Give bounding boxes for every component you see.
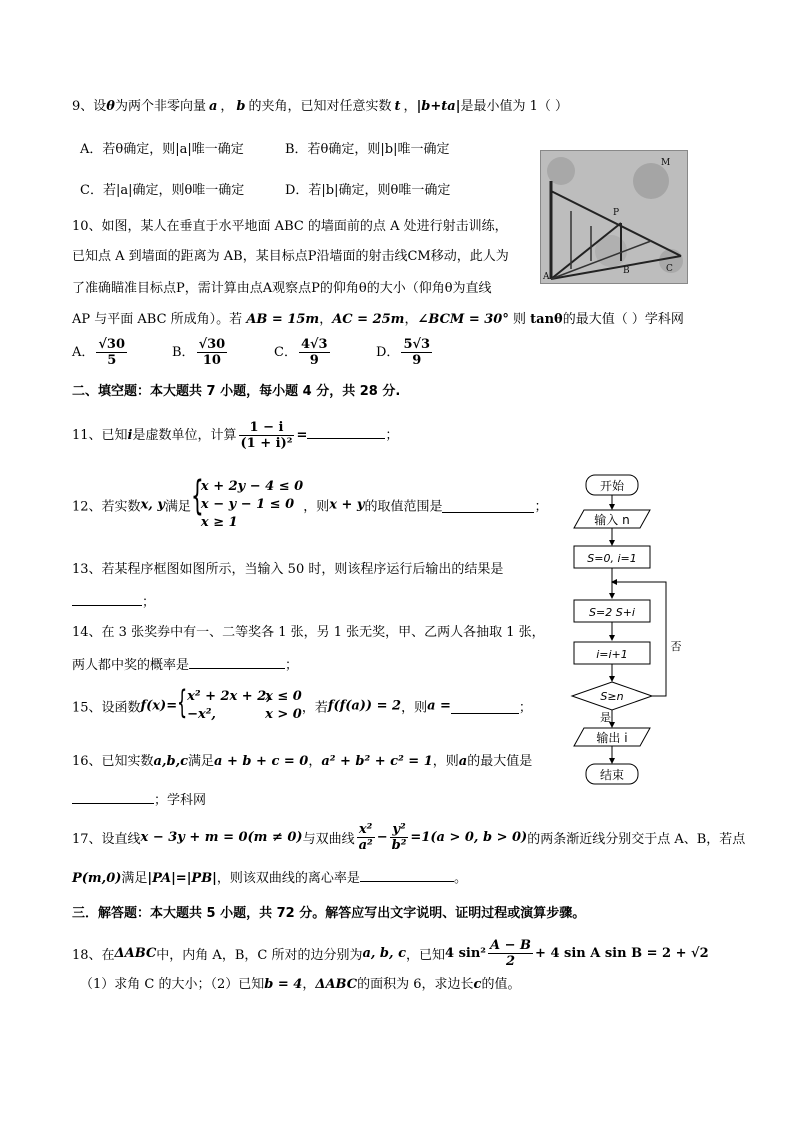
q9-expression: |b+ta| — [416, 99, 461, 114]
piece-2 — [187, 706, 302, 724]
sides-abc: a, b, c — [362, 946, 406, 961]
q16-text: 的最大值是 — [467, 754, 533, 769]
option-label: A． — [72, 345, 95, 360]
flow-input-label: 输入 n — [594, 513, 630, 527]
q9-stem: 9、设θ为两个非零向量 a ， b 的夹角，已知对任意实数 t ，|b+ta|是最小值为 1（ ） — [72, 99, 568, 114]
q10-option-c — [274, 337, 376, 368]
frac-den: 5 — [107, 353, 117, 368]
vector-a: a — [208, 99, 218, 114]
q15-text: ，若 — [301, 700, 328, 716]
figure-label-b: B — [623, 266, 630, 276]
q10-text: 的最大值（ ）学科网 — [562, 312, 684, 327]
q16-line1 — [72, 753, 532, 771]
q13-text: ； — [142, 595, 156, 610]
q10-option-a — [72, 337, 172, 368]
q13-line1: 13、若某程序框图如图所示，当输入 50 时，则该程序运行后输出的结果是 — [72, 562, 504, 577]
section-2-heading: 二、填空题：本大题共 7 小题，每小题 4 分，共 28 分. — [72, 384, 401, 399]
q18-eq-part2: + 4 sin A sin B = 2 + √2 — [535, 946, 709, 961]
frac-num: 5√3 — [403, 337, 431, 352]
q10-text: AP 与平面 ABC 所成角）。若 — [72, 312, 243, 327]
q12-answer-blank[interactable] — [442, 498, 534, 513]
q18-text: 18、在 — [72, 948, 115, 963]
flow-output-label: 输出 i — [596, 731, 628, 745]
q18-b-value: b = 4 — [264, 977, 303, 992]
var-i: i — [127, 428, 133, 443]
q10-ac: AC = 25m — [332, 312, 405, 327]
option-label: B． — [172, 345, 195, 360]
q18-text: 的值。 — [481, 977, 521, 992]
q18-line1 — [72, 938, 709, 969]
frac-num: √30 — [98, 337, 126, 352]
q9-option-a: A．若θ确定，则|a|唯一确定 — [80, 142, 244, 157]
q16-text: ；学科网 — [154, 793, 207, 808]
q13-flowchart — [560, 470, 710, 790]
q10-figure-image — [540, 150, 688, 284]
var-c: c — [473, 977, 482, 992]
q15-piecewise — [177, 683, 302, 724]
q17-text: 的两条渐近线分别交于点 A、B，若点 — [527, 832, 746, 847]
equals: = — [296, 428, 308, 443]
frac-num: 1 − i — [239, 420, 295, 436]
frac-num: 4√3 — [300, 337, 328, 352]
q14-line1: 14、在 3 张奖券中有一、二等奖各 1 张，另 1 张无奖，甲、乙两人各抽取 1 张， — [72, 625, 545, 640]
q17-text: 满足 — [121, 871, 148, 886]
q14-text: 两人都中奖的概率是 — [72, 658, 190, 673]
q9-text: 的夹角，已知对任意实数 — [248, 99, 392, 114]
flow-decision-label: S≥n — [600, 690, 624, 703]
triangle-abc: ΔABC — [114, 946, 157, 961]
q16-answer-blank[interactable] — [72, 789, 154, 804]
brace-glyph: { — [190, 473, 204, 519]
frac-num: √30 — [198, 337, 226, 352]
frac-num: x² — [357, 822, 375, 838]
flow-loop-arrow — [612, 582, 666, 696]
frac-den: b² — [391, 838, 407, 853]
var-t: t — [394, 99, 401, 114]
constraint-3: x ≥ 1 — [200, 515, 238, 530]
q12-text: ，则 — [303, 499, 330, 515]
q10-ab: AB = 15m — [246, 312, 320, 327]
q14-line2 — [72, 654, 298, 675]
q16-cond-2: a² + b² + c² = 1 — [321, 754, 433, 769]
q15 — [72, 683, 532, 724]
q10-line2: 已知点 A 到墙面的距离为 AB，某目标点P沿墙面的射击线CM移动，此人为 — [72, 249, 509, 264]
theta-symbol: θ — [106, 99, 115, 114]
q14-answer-blank[interactable] — [189, 654, 285, 669]
q10-option-d — [376, 337, 434, 368]
q12 — [72, 473, 548, 532]
q10-text: 则 — [513, 312, 527, 327]
frac-den: 2 — [505, 954, 516, 969]
q18-line2 — [80, 976, 520, 994]
q12-text: 满足 — [164, 499, 191, 515]
q11 — [72, 420, 398, 451]
q16-text: 满足 — [188, 754, 215, 769]
q10-option-b — [172, 337, 274, 368]
flow-init-label: S=0, i=1 — [587, 552, 637, 565]
q13-answer-blank[interactable] — [72, 591, 142, 606]
q9-option-b: B．若θ确定，则|b|唯一确定 — [285, 142, 450, 157]
piece-2-expr: −x², — [187, 707, 216, 722]
q18-eq-part1: 4 sin² — [445, 946, 486, 961]
q11-text: ； — [385, 428, 399, 443]
frac-den: (1 + i)² — [240, 436, 293, 451]
q17-line-eq: x − 3y + m = 0(m ≠ 0) — [140, 830, 303, 845]
q17-hyperbola-rhs: =1(a > 0, b > 0) — [410, 830, 528, 845]
q9-option-d: D．若|b|确定，则θ唯一确定 — [285, 183, 451, 198]
frac-num: A − B — [490, 938, 532, 953]
q11-text: 是虚数单位，计算 — [132, 428, 237, 443]
q18-text: ， — [302, 977, 316, 992]
piece-1 — [187, 688, 302, 706]
flow-start-label: 开始 — [599, 479, 625, 493]
var-a: a — [458, 754, 468, 769]
flow-no-label: 否 — [670, 640, 682, 653]
section-3-heading: 三．解答题：本大题共 5 小题，共 72 分。解答应写出文字说明、证明过程或演算步骤。 — [72, 906, 586, 921]
q18-text: （1）求角 C 的大小；（2）已知 — [80, 977, 265, 992]
q12-text: 的取值范围是 — [364, 499, 443, 515]
frac-den: a² — [358, 838, 373, 853]
vars-xy: x, y — [140, 497, 165, 513]
frac-den: 9 — [309, 353, 319, 368]
constraint-1: x + 2y − 4 ≤ 0 — [200, 479, 304, 494]
constraint-2: x − y − 1 ≤ 0 — [200, 497, 295, 512]
option-label: D． — [376, 345, 400, 360]
q17-text: ，则该双曲线的离心率是 — [216, 871, 360, 886]
q13-line2 — [72, 591, 155, 612]
q15-condition: f(f(a)) = 2 — [327, 698, 402, 714]
q10-line4: AP 与平面 ABC 所成角）。若 AB = 15m，AC = 25m，∠BCM = 30° 则 tanθ的最大值（ ）学科网 — [72, 312, 684, 327]
vector-b: b — [236, 99, 246, 114]
flow-yes-label: 是 — [600, 711, 611, 724]
q9-text: 为两个非零向量 — [114, 99, 206, 114]
q15-text: ，则 — [401, 700, 428, 716]
q18-text: ，已知 — [406, 948, 446, 963]
q10-line3: 了准确瞄准目标点P，需计算由点A观察点P的仰角θ的大小（仰角θ为直线 — [72, 281, 492, 296]
figure-label-m: M — [661, 158, 671, 168]
q9-text: 9、设 — [72, 99, 107, 114]
q16-text: ， — [308, 754, 322, 769]
figure-label-c: C — [666, 264, 673, 274]
q17-condition: |PA|=|PB| — [147, 871, 217, 886]
q12-text: ； — [534, 499, 548, 515]
piece-2-domain: x > 0 — [265, 707, 302, 722]
q14-text: ； — [285, 658, 299, 673]
brace-glyph: { — [177, 683, 188, 721]
q17-answer-blank[interactable] — [360, 867, 454, 882]
q10-tan: tanθ — [530, 312, 563, 327]
q9-text: 是最小值为 1（ ） — [460, 99, 568, 114]
q16-text: ，则 — [432, 754, 459, 769]
q9-option-c: C．若|a|确定，则θ唯一确定 — [80, 183, 245, 198]
q12-system — [190, 473, 304, 532]
q10-angle: ∠BCM = 30° — [417, 312, 509, 327]
q10-figure-drawing — [541, 151, 687, 283]
q10-line1: 10、如图，某人在垂直于水平地面 ABC 的墙面前的点 A 处进行射击训练， — [72, 219, 508, 234]
frac-den: 9 — [412, 353, 422, 368]
q15-var: a = — [427, 698, 451, 714]
piece-1-domain: x ≤ 0 — [265, 689, 302, 704]
q18-text: 中，内角 A，B，C 所对的边分别为 — [156, 948, 363, 963]
q17-line2 — [72, 867, 467, 888]
figure-label-a: A — [543, 272, 550, 282]
q15-answer-blank[interactable] — [451, 699, 519, 714]
q17-line1: 17、设直线x − 3y + m = 0(m ≠ 0)与双曲线 $\frac{\text{x²}}{\text{a²}}$ − $\frac{\text{y²}}{\text{b²}}$ =1(a > 0, b > 0)的两条渐近线分别交于点 A、B，若点 — [72, 822, 746, 853]
flow-end-label: 结束 — [599, 768, 625, 782]
flow-incr-label: i=i+1 — [596, 648, 628, 661]
q15-function: f(x)= — [140, 698, 178, 714]
figure-label-p: P — [613, 208, 620, 218]
q17-text: 17、设直线 — [72, 832, 141, 847]
option-label: C． — [274, 345, 297, 360]
piece-1-expr: x² + 2x + 2, — [187, 689, 271, 704]
frac-num: y² — [390, 822, 409, 838]
q18-text: 的面积为 6，求边长 — [357, 977, 474, 992]
vars-abc: a,b,c — [153, 754, 189, 769]
q17-text: 与双曲线 — [302, 832, 355, 847]
q16-text: 16、已知实数 — [72, 754, 154, 769]
frac-den: 10 — [202, 353, 221, 368]
q12-text: 12、若实数 — [72, 499, 141, 515]
q15-text: 15、设函数 — [72, 700, 141, 716]
q12-sum: x + y — [329, 497, 365, 513]
triangle-abc: ΔABC — [315, 977, 358, 992]
q10-options — [72, 337, 434, 368]
q11-answer-blank[interactable] — [307, 424, 385, 439]
q17-text: 。 — [453, 871, 467, 886]
flow-update-label: S=2 S+i — [589, 606, 635, 619]
q17-point: P(m,0) — [72, 871, 122, 886]
q11-text: 11、已知 — [72, 428, 128, 443]
q15-text: ； — [518, 700, 532, 716]
q16-cond-1: a + b + c = 0 — [214, 754, 309, 769]
q16-line2 — [72, 789, 206, 810]
